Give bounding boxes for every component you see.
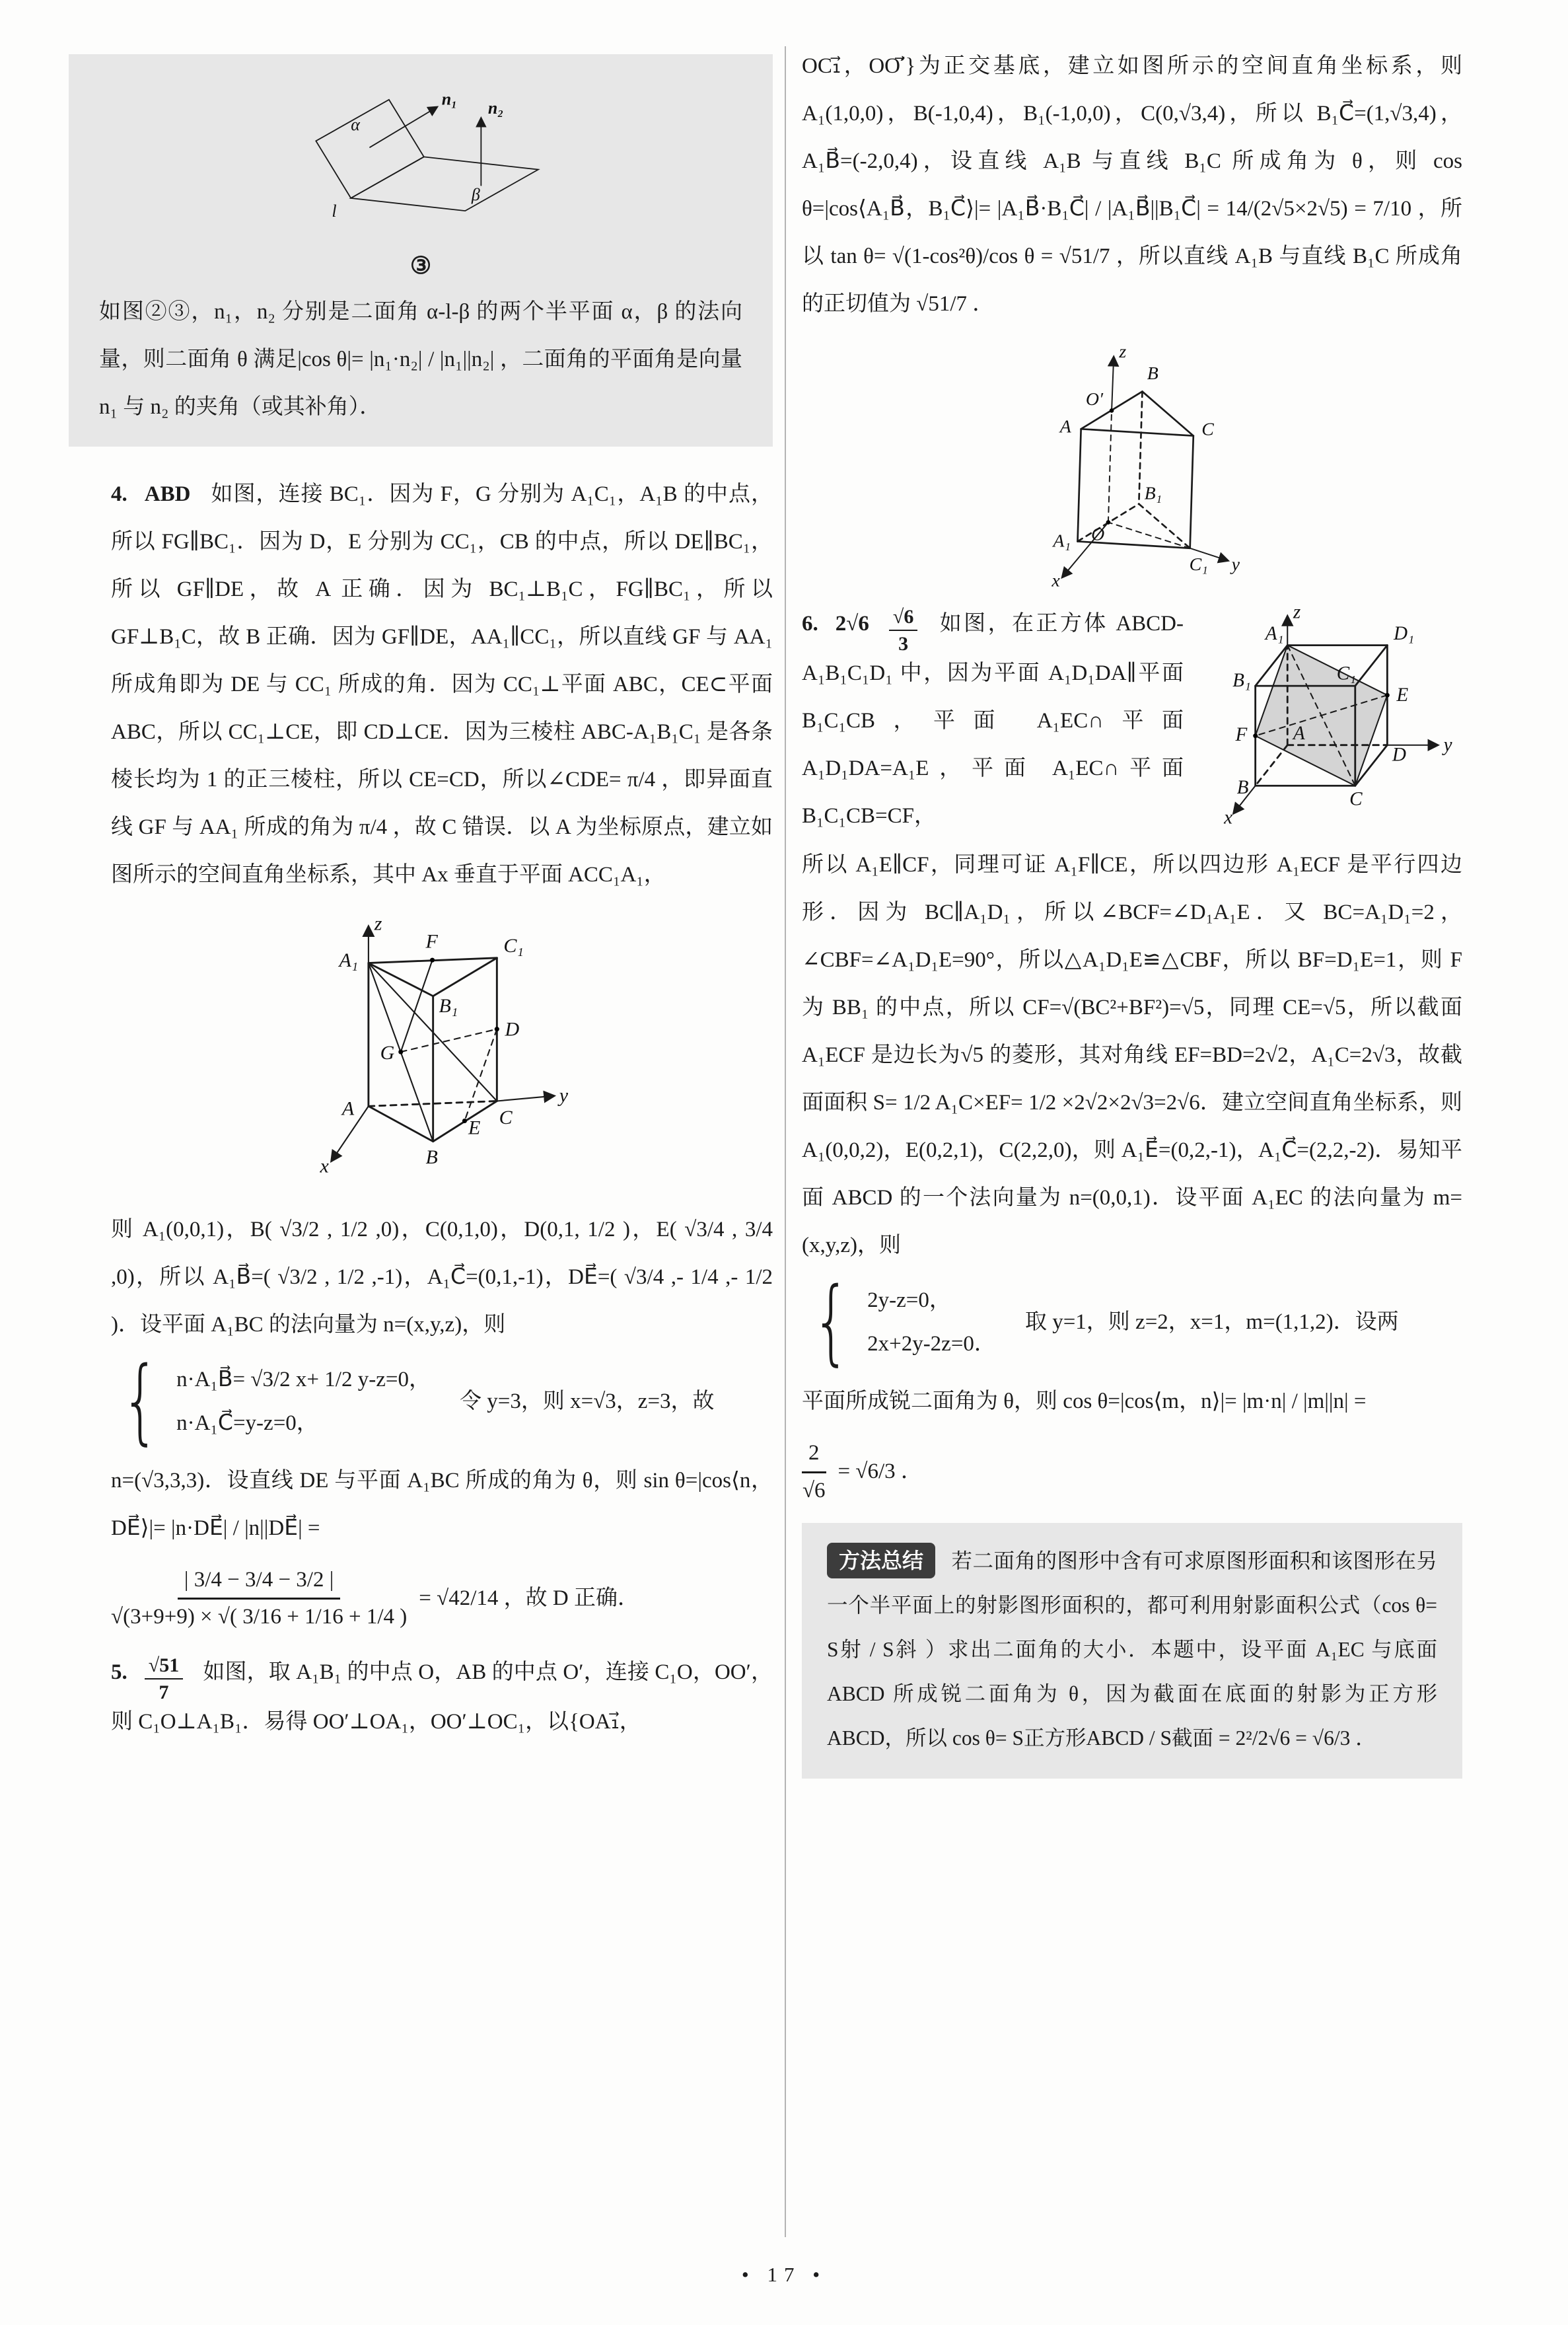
problem-6-answer-2: $\frac{√6}{3}$	[889, 606, 917, 655]
fig5-y: y	[1231, 554, 1240, 575]
fig6-A1: A₁	[1265, 622, 1284, 644]
fig4-C: C	[499, 1106, 513, 1128]
fig5-z: z	[1119, 342, 1127, 362]
fig6-D: D	[1392, 744, 1406, 766]
line-l-label: l	[332, 201, 337, 221]
edge-C1B1	[433, 958, 497, 996]
point-G-dot	[398, 1050, 403, 1054]
figure-5-wrap	[802, 337, 1462, 596]
method-summary-box	[802, 1523, 1462, 1779]
fig6-z: z	[1293, 601, 1301, 623]
fig4-G: G	[380, 1042, 395, 1064]
fig4-D: D	[505, 1018, 520, 1041]
edge-CC1	[1190, 436, 1194, 548]
page-number: • 17 •	[741, 2263, 827, 2286]
equation-result: = √6/3 ．	[837, 1459, 923, 1484]
problem-6-block	[802, 600, 1462, 841]
left-column	[99, 54, 773, 1747]
edge-B1C1	[1139, 504, 1190, 548]
summary-note-box	[69, 54, 773, 447]
problem-4	[111, 470, 773, 899]
figure-3-caption: ③	[410, 252, 432, 279]
edge-D1C1	[1355, 646, 1388, 686]
problem-5-continued-text: OC₁⃗，OO′⃗}为正交基底，建立如图所示的空间直角坐标系，则 A₁(1,0,0)，B(-1,0,4)，B₁(-1,0,0)，C(0,√3,4)，所以 B₁C⃗=(1,√3,4)，A₁B⃗=(-2,0,4)，设直线 A₁B 与直线 B₁C 所成角为 θ，则 cos θ=|cos⟨A₁B⃗，B₁C⃗⟩|= |A₁B⃗·B₁C⃗| / |A₁B⃗||B₁C⃗| = 14/(2√5×2√5) = 7/10 ，所以 tan θ= √(1-cos²θ)/cos θ = √51/7 ，所以直线 A₁B 与直线 B₁C 所成角的正切值为 √51/7 ．	[802, 54, 1462, 316]
point-F-dot	[430, 958, 435, 963]
dihedral-angle-figure	[256, 81, 586, 246]
edge-AB	[1256, 745, 1288, 786]
segment-DE	[464, 1029, 497, 1121]
fig5-C1: C₁	[1189, 554, 1208, 575]
note-text: 如图②③，n₁，n₂ 分别是二面角 α-l-β 的两个半平面 α，β 的法向量，则二面角 θ 满足|cos θ|= |n₁·n₂| / |n₁||n₂| ，二面角的平面角是向量 n₁ 与 n₂ 的夹角（或其补角）．	[99, 300, 742, 419]
fig5-O: O	[1091, 524, 1105, 545]
triangular-prism-figure-5	[1023, 337, 1241, 596]
fig5-B: B	[1147, 363, 1158, 384]
system-line-2: n·A₁C⃗=y-z=0，	[176, 1411, 318, 1435]
point-E-dot	[1385, 693, 1390, 698]
fig6-D1: D₁	[1394, 622, 1415, 644]
fig4-x: x	[320, 1155, 329, 1177]
fig4-A1: A₁	[339, 949, 359, 972]
system-note: 令 y=3，则 x=√3，z=3，故	[459, 1389, 715, 1413]
problem-4-number: 4.	[111, 482, 127, 506]
y-axis	[497, 1096, 553, 1101]
system-line-1: n·A₁B⃗= √3/2 x+ 1/2 y-z=0，	[176, 1368, 431, 1391]
right-column	[802, 42, 1462, 1779]
fig6-C: C	[1349, 788, 1363, 810]
problem-4-text-1: 如图，连接 BC₁．因为 F，G 分别为 A₁C₁，A₁B 的中点，所以 FG∥BC₁．因为 D，E 分别为 CC₁，CB 的中点，所以 DE∥BC₁，所以 GF∥DE，故 A 正确．因为 BC₁⊥B₁C，FG∥BC₁，所以 GF⊥B₁C，故 B 正确．因为 GF∥DE，AA₁∥CC₁，所以直线 GF 与 AA₁ 所成角即为 DE 与 CC₁ 所成的角．因为 CC₁⊥平面 ABC，CE⊂平面 ABC，所以 CC₁⊥CE，即 CD⊥CE．因为三棱柱 ABC-A₁B₁C₁ 是各条棱长均为 1 的正三棱柱，所以 CE=CD，所以∠CDE= π/4 ，即异面直线 GF 与 AA₁ 所成的角为 π/4 ，故 C 错误．以 A 为坐标原点，建立如图所示的空间直角坐标系，其中 Ax 垂直于平面 ACC₁A₁，	[111, 482, 773, 887]
system-brace: {	[121, 1347, 160, 1455]
fraction	[111, 1567, 407, 1631]
fig6-C1: C₁	[1336, 663, 1357, 684]
column-divider	[785, 46, 786, 2237]
system-lines	[176, 1361, 431, 1442]
plane-alpha-shape	[316, 100, 423, 198]
problem-4-text-2: 则 A₁(0,0,1)，B( √3/2 , 1/2 ,0)，C(0,1,0)，D(0,1, 1/2 )，E( √3/4 , 3/4 ,0)，所以 A₁B⃗=( √3/2 , 1/2 ,-1)，A₁C⃗=(0,1,-1)，DE⃗=( √3/4 ,- 1/4 ,- 1/2 )．设平面 A₁BC 的法向量为 n=(x,y,z)，则	[111, 1218, 773, 1337]
fraction-numerator: 2	[802, 1440, 826, 1473]
edge-AA1	[1078, 429, 1081, 541]
fig5-x: x	[1051, 570, 1060, 591]
edge-AB	[369, 1106, 433, 1141]
figure-4-wrap	[111, 908, 773, 1202]
system-lines	[867, 1282, 996, 1362]
fig6-E: E	[1396, 684, 1409, 706]
fig5-A1: A₁	[1053, 531, 1071, 552]
method-summary-title: 方法总结	[827, 1543, 935, 1578]
fig5-O-prime: O′	[1085, 389, 1104, 410]
problem-4-answer: ABD	[144, 482, 191, 506]
z-axis	[1112, 357, 1114, 410]
system-line-1: 2y-z=0，	[867, 1288, 951, 1313]
plane-beta-shape	[351, 157, 538, 211]
fig4-E: E	[468, 1117, 481, 1139]
fig6-A: A	[1293, 723, 1305, 745]
cube-figure-6	[1198, 601, 1462, 829]
problem-6-number: 6.	[802, 612, 818, 636]
equation-system-6	[802, 1268, 1462, 1376]
problem-6-answer-1: 2√6	[835, 612, 869, 636]
fraction-numerator: | 3/4 − 3/4 − 3/2 |	[178, 1567, 340, 1600]
system-line-2: 2x+2y-2z=0．	[867, 1332, 996, 1356]
fig6-B1: B₁	[1232, 670, 1252, 692]
fig6-B: B	[1236, 777, 1249, 799]
edge-BB1	[1139, 392, 1142, 504]
display-equation-6	[802, 1440, 1462, 1504]
method-summary-text: 若二面角的图形中含有可求原图形面积和该图形在另一个半平面上的射影图形面积的，都可利用射影面积公式（cos θ= S射 / S斜 ）求出二面角的大小．本题中，设平面 A₁EC 与底面 ABCD 所成锐二面角为 θ，因为截面在底面的射影为正方形 ABCD，所以 cos θ= S正方形ABCD / S截面 = 2²/2√6 = √6/3 ．	[827, 1549, 1437, 1750]
point-O-dot	[1106, 520, 1111, 525]
fig4-B1: B₁	[439, 995, 458, 1017]
equation-system-4	[111, 1347, 773, 1455]
problem-6-text-1: 如图，在正方体 ABCD-A₁B₁C₁D₁ 中，因为平面 A₁D₁DA∥平面 B₁C₁CB，平面 A₁EC∩平面 A₁D₁DA=A₁E，平面 A₁EC∩平面 B₁C₁CB=CF，	[802, 612, 1184, 829]
equation-result: = √42/14 ，故 D 正确．	[419, 1586, 639, 1610]
point-O-prime-dot	[1110, 408, 1114, 413]
fig4-z: z	[374, 912, 382, 935]
point-F-dot	[1253, 733, 1258, 738]
fraction-denominator: √(3+9+9) × √( 3/16 + 1/16 + 1/4 )	[111, 1605, 408, 1629]
fig4-A: A	[341, 1097, 355, 1120]
problem-6-text-2: 所以 A₁E∥CF，同理可证 A₁F∥CE，所以四边形 A₁ECF 是平行四边形．因为 BC∥A₁D₁，所以∠BCF=∠D₁A₁E．又 BC=A₁D₁=2，∠CBF=∠A₁D₁E=90°，所以△A₁D₁E≌△CBF，所以 BF=D₁E=1，则 F 为 BB₁ 的中点，所以 CF=√(BC²+BF²)=√5，同理 CE=√5，所以截面 A₁ECF 是边长为√5 的菱形，其对角线 EF=BD=2√2，A₁C=2√3，故截面面积 S= 1/2 A₁C×EF= 1/2 ×2√2×2√3=2√6．建立空间直角坐标系，则 A₁(0,0,2)，E(0,2,1)，C(2,2,0)，则 A₁E⃗=(0,2,-1)，A₁C⃗=(2,2,-2)．易知平面 ABCD 的一个法向量为 n=(0,0,1)．设平面 A₁EC 的法向量为 m=(x,y,z)，则	[802, 853, 1462, 1258]
system-brace: {	[812, 1268, 851, 1376]
problem-5	[111, 1648, 773, 1746]
fig4-B: B	[425, 1146, 438, 1168]
normal-vector-n1-arrow	[370, 107, 437, 147]
alpha-label: α	[351, 115, 360, 134]
fig6-F: F	[1235, 724, 1248, 746]
fig6-y: y	[1443, 734, 1452, 756]
segment-OO-prime	[1108, 410, 1112, 522]
fraction-denominator: √6	[802, 1478, 826, 1502]
system-note: 取 y=1，则 z=2，x=1，m=(1,1,2)．设两	[1024, 1310, 1399, 1335]
fig5-B1: B₁	[1144, 483, 1162, 504]
beta-label: β	[471, 184, 480, 204]
display-equation-4	[111, 1567, 773, 1631]
fig4-F: F	[425, 930, 438, 953]
edge-BC	[1142, 392, 1193, 436]
segment-FG	[401, 960, 433, 1052]
point-E-dot	[462, 1119, 467, 1123]
fig5-A: A	[1059, 416, 1071, 437]
problem-5-answer: $\frac{√51}{7}$	[145, 1654, 183, 1703]
problem-5-text: 如图，取 A₁B₁ 的中点 O，AB 的中点 O′，连接 C₁O，OO′，则 C₁O⊥A₁B₁．易得 OO′⊥OA₁，OO′⊥OC₁，以{OA₁⃗，	[111, 1660, 773, 1734]
fig5-C: C	[1201, 419, 1214, 440]
problem-4-text-3: n=(√3,3,3)．设直线 DE 与平面 A₁BC 所成的角为 θ，则 sin θ=|cos⟨n，DE⃗⟩|= |n·DE⃗| / |n||DE⃗| =	[111, 1469, 773, 1540]
edge-AC	[1081, 429, 1194, 435]
figure-6-wrap	[1198, 601, 1462, 829]
fig6-x: x	[1224, 807, 1233, 829]
point-D-dot	[495, 1027, 499, 1031]
n1-label: n₁	[441, 89, 458, 109]
problem-6-text-3: 平面所成锐二面角为 θ，则 cos θ=|cos⟨m，n⟩|= |m·n| / |m||n| =	[802, 1389, 1367, 1414]
triangular-prism-figure-4	[310, 908, 574, 1202]
fig4-C1: C₁	[503, 934, 524, 957]
problem-5-number: 5.	[111, 1660, 127, 1684]
fraction	[802, 1440, 826, 1504]
fig4-y: y	[559, 1084, 569, 1107]
n2-label: n₂	[487, 98, 504, 118]
dihedral-figure-wrap	[99, 81, 742, 246]
